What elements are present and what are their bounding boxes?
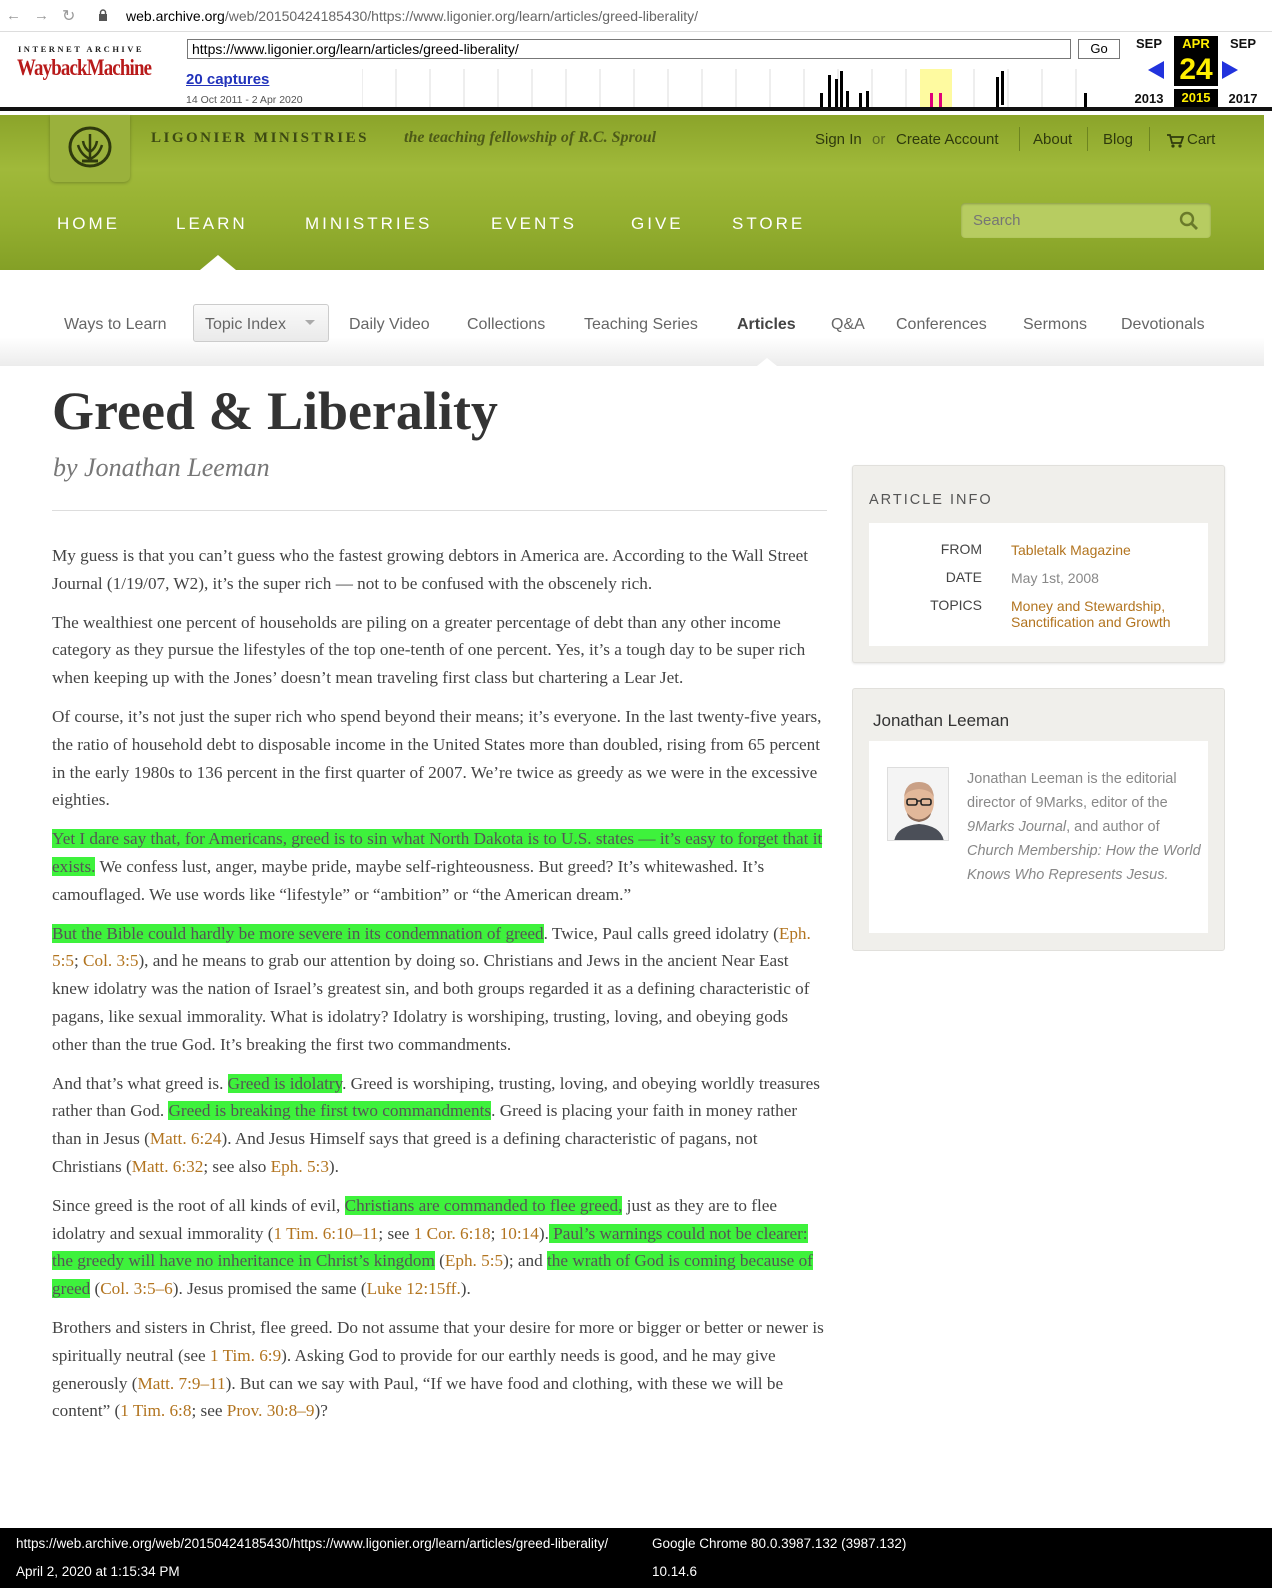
scripture-link[interactable]: Col. 3:5 (83, 951, 139, 971)
back-icon[interactable]: ← (6, 7, 21, 24)
nav-give[interactable]: GIVE (631, 214, 684, 233)
sub-navigation (0, 270, 1264, 366)
paragraph-text: ). (328, 1156, 339, 1176)
scripture-link[interactable]: Eph. 5:3 (270, 1156, 329, 1176)
next-capture-icon[interactable] (1222, 61, 1238, 79)
nav-store[interactable]: STORE (732, 214, 806, 233)
search-icon[interactable] (1179, 211, 1199, 231)
site-tagline: the teaching fellowship of R.C. Sproul (404, 129, 657, 146)
nav-ministries[interactable]: MINISTRIES (305, 214, 433, 233)
prev-capture-icon[interactable] (1148, 61, 1164, 79)
scripture-link[interactable]: 1 Cor. 6:18 (413, 1223, 491, 1243)
article-paragraph (52, 1070, 827, 1181)
active-nav-indicator (200, 255, 236, 270)
paragraph-text: ). (538, 1223, 549, 1243)
wayback-url-input[interactable] (187, 39, 1071, 59)
paragraph-text: ); and (503, 1251, 548, 1271)
highlighted-text: Paul’s warnings could not be clearer: the greedy will have no inheritance in Christ’s kingdom (52, 1223, 808, 1271)
from-label: FROM (940, 541, 982, 557)
captures-sparkline[interactable] (362, 69, 1116, 107)
paragraph-text: ). Asking God to provide for our earthly needs is good, and he may give generously ( (52, 1345, 776, 1393)
site-brand[interactable]: LIGONIER MINISTRIES (151, 130, 369, 146)
paragraph-text: . Greed is placing your faith in money rather than in Jesus ( (52, 1101, 798, 1149)
subnav-daily-video[interactable]: Daily Video (349, 316, 430, 333)
or-text: or (872, 131, 886, 148)
footer-os: 10.14.6 (652, 1564, 698, 1579)
subnav-ways-to-learn[interactable]: Ways to Learn (64, 316, 167, 333)
subnav-sermons[interactable]: Sermons (1023, 316, 1088, 333)
paragraph-text: . Twice, Paul calls greed idolatry ( (543, 923, 779, 943)
sign-in-link[interactable]: Sign In (815, 131, 862, 148)
wayback-go-button[interactable]: Go (1078, 39, 1120, 59)
address-path: /web/20150424185430/https://www.ligonier.org/learn/articles/greed-liberality/ (224, 8, 698, 24)
active-subnav-indicator (757, 358, 777, 366)
subnav-qa[interactable]: Q&A (831, 316, 865, 333)
paragraph-text: ( (434, 1251, 445, 1271)
bio-italic: Church Membership: How the World Knows Who Represents Jesus. (967, 843, 1201, 883)
bio-text: Jonathan Leeman is the editorial director of 9Marks, editor of the (967, 771, 1177, 811)
chevron-down-icon (305, 320, 315, 325)
divider (1019, 127, 1020, 151)
lock-icon (98, 9, 108, 21)
article-byline: by Jonathan Leeman (53, 453, 270, 482)
from-value-link[interactable]: Tabletalk Magazine (1011, 542, 1131, 558)
create-account-link[interactable]: Create Account (896, 131, 999, 148)
browser-toolbar (0, 0, 1272, 32)
paragraph-text: Brothers and sisters in Christ, flee greed. Do not assume that your desire for more or bigger or better or newer is spiritually neutral (see (52, 1317, 824, 1365)
divider (1149, 127, 1150, 151)
topics-label: TOPICS (930, 597, 982, 613)
date-label: DATE (945, 569, 982, 585)
subnav-conferences[interactable]: Conferences (896, 316, 987, 333)
footer-url: https://web.archive.org/web/20150424185430/https://www.ligonier.org/learn/articles/greed-liberality/ (16, 1536, 609, 1551)
highlighted-text: Christians are commanded to flee greed, (344, 1195, 623, 1215)
topic-index-label: Topic Index (205, 316, 286, 333)
nav-events[interactable]: EVENTS (491, 214, 578, 233)
paragraph-text: )? (314, 1401, 328, 1421)
scripture-link[interactable]: Col. 3:5–6 (100, 1279, 173, 1299)
topic-index-dropdown[interactable] (193, 304, 329, 342)
topics-value-link[interactable]: Money and Stewardship, Sanctification and Growth (1011, 598, 1171, 630)
nav-learn[interactable]: LEARN (176, 214, 248, 233)
next-year[interactable]: 2017 (1228, 91, 1258, 106)
subnav-devotionals[interactable]: Devotionals (1121, 316, 1205, 333)
scripture-link[interactable]: Eph. 5:5 (52, 923, 811, 971)
author-panel (852, 688, 1225, 951)
wayback-logo-top: INTERNET ARCHIVE (18, 44, 145, 54)
scripture-link[interactable]: Prov. 30:8–9 (226, 1401, 315, 1421)
article-paragraph (52, 1314, 827, 1425)
page-title: Greed & Liberality (52, 381, 498, 441)
ligonier-logo-icon (50, 115, 130, 182)
nav-home[interactable]: HOME (57, 214, 120, 233)
date-value: May 1st, 2008 (1011, 570, 1099, 586)
paragraph-text: We confess lust, anger, maybe pride, maybe self-righteousness. But greed? It’s whitewashed. It’s camouflaged. We use words like “lifestyle” or “ambition” or “the American dream.” (52, 856, 765, 904)
article-body (52, 542, 827, 1436)
article-paragraph (52, 825, 827, 908)
article-paragraph (52, 920, 827, 1059)
paragraph-text: ; see (191, 1401, 227, 1421)
paragraph-text: Since greed is the root of all kinds of evil, (52, 1195, 345, 1215)
paragraph-text: ). And Jesus Himself says that greed is a defining characteristic of pagans, not Christians ( (52, 1129, 758, 1176)
paragraph-text: ). (460, 1279, 471, 1299)
subnav-teaching-series[interactable]: Teaching Series (584, 316, 698, 333)
address-bar[interactable] (126, 8, 698, 24)
subnav-collections[interactable]: Collections (467, 316, 546, 333)
paragraph-text: . Greed is worshiping, trusting, loving, and obeying worldly treasures rather than God. (52, 1073, 820, 1121)
avatar[interactable] (887, 767, 949, 841)
bio-italic: 9Marks Journal (967, 819, 1067, 835)
wayback-logo[interactable]: WaybackMachine (17, 55, 152, 80)
site-header (0, 115, 1264, 270)
highlighted-text: Greed is breaking the first two commandments (168, 1101, 492, 1121)
footer-browser: Google Chrome 80.0.3987.132 (3987.132) (652, 1536, 907, 1551)
paragraph-text: ( (90, 1279, 101, 1299)
screenshot-footer (0, 1528, 1272, 1588)
scripture-link[interactable]: 1 Tim. 6:10–11 (273, 1223, 379, 1243)
paragraph-text: ), and he means to grab our attention by doing so. Christians and Jews in the ancient Near East knew idolatry was the nation of Israel’s greatest sin, and both groups regarded it as a defining characteristic of pagans, like sexual immorality. What is idolatry? Idolatry is worshiping, trusting, loving, and obeying gods other than the true God. It’s breaking the first two commandments. (52, 951, 810, 1054)
reload-icon[interactable]: ↻ (62, 8, 76, 25)
search-input[interactable] (973, 212, 1173, 229)
author-card (869, 741, 1208, 933)
blog-link[interactable]: Blog (1103, 131, 1134, 148)
current-year: 2015 (1174, 89, 1218, 107)
cart-icon[interactable] (1166, 133, 1184, 149)
captures-link[interactable]: 20 captures (186, 71, 270, 88)
highlighted-text: But the Bible could hardly be more severe in its condemnation of greed (52, 923, 544, 943)
forward-icon[interactable]: → (34, 7, 49, 24)
scripture-link[interactable]: 1 Tim. 6:9 (209, 1345, 282, 1365)
article-paragraph: Of course, it’s not just the super rich who spend beyond their means; it’s everyone. In the last twenty-five years, the ratio of household debt to disposable income in the United States more than doubled, rising from 65 percent in the early 1980s to 136 percent in the first quarter of 2007. We’re twice as greedy as we were in the excessive eighties. (52, 706, 822, 810)
article-info-panel (852, 465, 1225, 663)
article-paragraph (52, 1192, 827, 1303)
article-paragraph: The wealthiest one percent of households are piling on a greater percentage of debt than any other income category as they pursue the lifestyles of the top one-tenth of one percent. Yes, it’s a tough day to be super rich when keeping up with the Jones’ doesn’t mean traveling first class but chartering a Lear Jet. (52, 612, 806, 688)
paragraph-text: ; (490, 1223, 500, 1243)
site-logo[interactable] (50, 115, 130, 182)
bio-text: , and author of (1066, 819, 1160, 835)
author-photo-icon (888, 768, 949, 841)
scripture-link[interactable]: Matt. 6:32 (131, 1156, 204, 1176)
paragraph-text: ). But can we say with Paul, “If we have food and clothing, with these we will be content” ( (52, 1373, 784, 1421)
paragraph-text: ). Jesus promised the same ( (172, 1279, 367, 1299)
article-info-heading: ARTICLE INFO (869, 492, 993, 508)
paragraph-text: And that’s what greed is. (52, 1073, 228, 1093)
scripture-link[interactable]: Eph. 5:5 (444, 1251, 504, 1271)
highlighted-text: Yet I dare say that, for Americans, greed is to sin what North Dakota is to U.S. states — it’s easy to forget that it exists. (52, 829, 823, 876)
address-host: web.archive.org (126, 8, 225, 24)
search-box (961, 203, 1211, 238)
author-bio (967, 767, 1203, 887)
prev-month[interactable]: SEP (1135, 36, 1162, 51)
next-month[interactable]: SEP (1229, 36, 1256, 51)
paragraph-text: just as they are to flee idolatry and sexual immorality ( (52, 1195, 778, 1243)
current-month: APR (1174, 36, 1218, 52)
divider (52, 510, 827, 511)
prev-year[interactable]: 2013 (1134, 91, 1164, 106)
paragraph-text: ; (73, 951, 84, 971)
scripture-link[interactable]: Luke 12:15ff. (366, 1279, 461, 1299)
highlighted-text: Greed is idolatry (227, 1073, 343, 1093)
footer-datetime: April 2, 2020 at 1:15:34 PM (16, 1564, 180, 1579)
article-info-table (869, 523, 1208, 646)
author-name[interactable]: Jonathan Leeman (873, 711, 1010, 730)
subnav-articles[interactable]: Articles (737, 316, 796, 333)
about-link[interactable]: About (1033, 131, 1073, 148)
article-paragraph: My guess is that you can’t guess who the fastest growing debtors in America are. According to the Wall Street Journal (1/19/07, W2), it’s the super rich — not to be confused with the obscenely rich. (52, 546, 808, 593)
scripture-link[interactable]: 10:14 (499, 1223, 539, 1243)
cart-link[interactable]: Cart (1187, 131, 1216, 148)
divider (1087, 127, 1088, 151)
paragraph-text: ; see (378, 1223, 414, 1243)
current-day: 24 (1174, 52, 1218, 86)
highlighted-text: the wrath of God is coming because of greed (52, 1251, 813, 1299)
scripture-link[interactable]: Matt. 7:9–11 (137, 1373, 226, 1393)
wayback-toolbar (0, 33, 1272, 111)
scripture-link[interactable]: Matt. 6:24 (149, 1129, 222, 1149)
paragraph-text: ; see also (203, 1156, 271, 1176)
captures-range: 14 Oct 2011 - 2 Apr 2020 (186, 94, 303, 106)
scripture-link[interactable]: 1 Tim. 6:8 (120, 1401, 192, 1421)
